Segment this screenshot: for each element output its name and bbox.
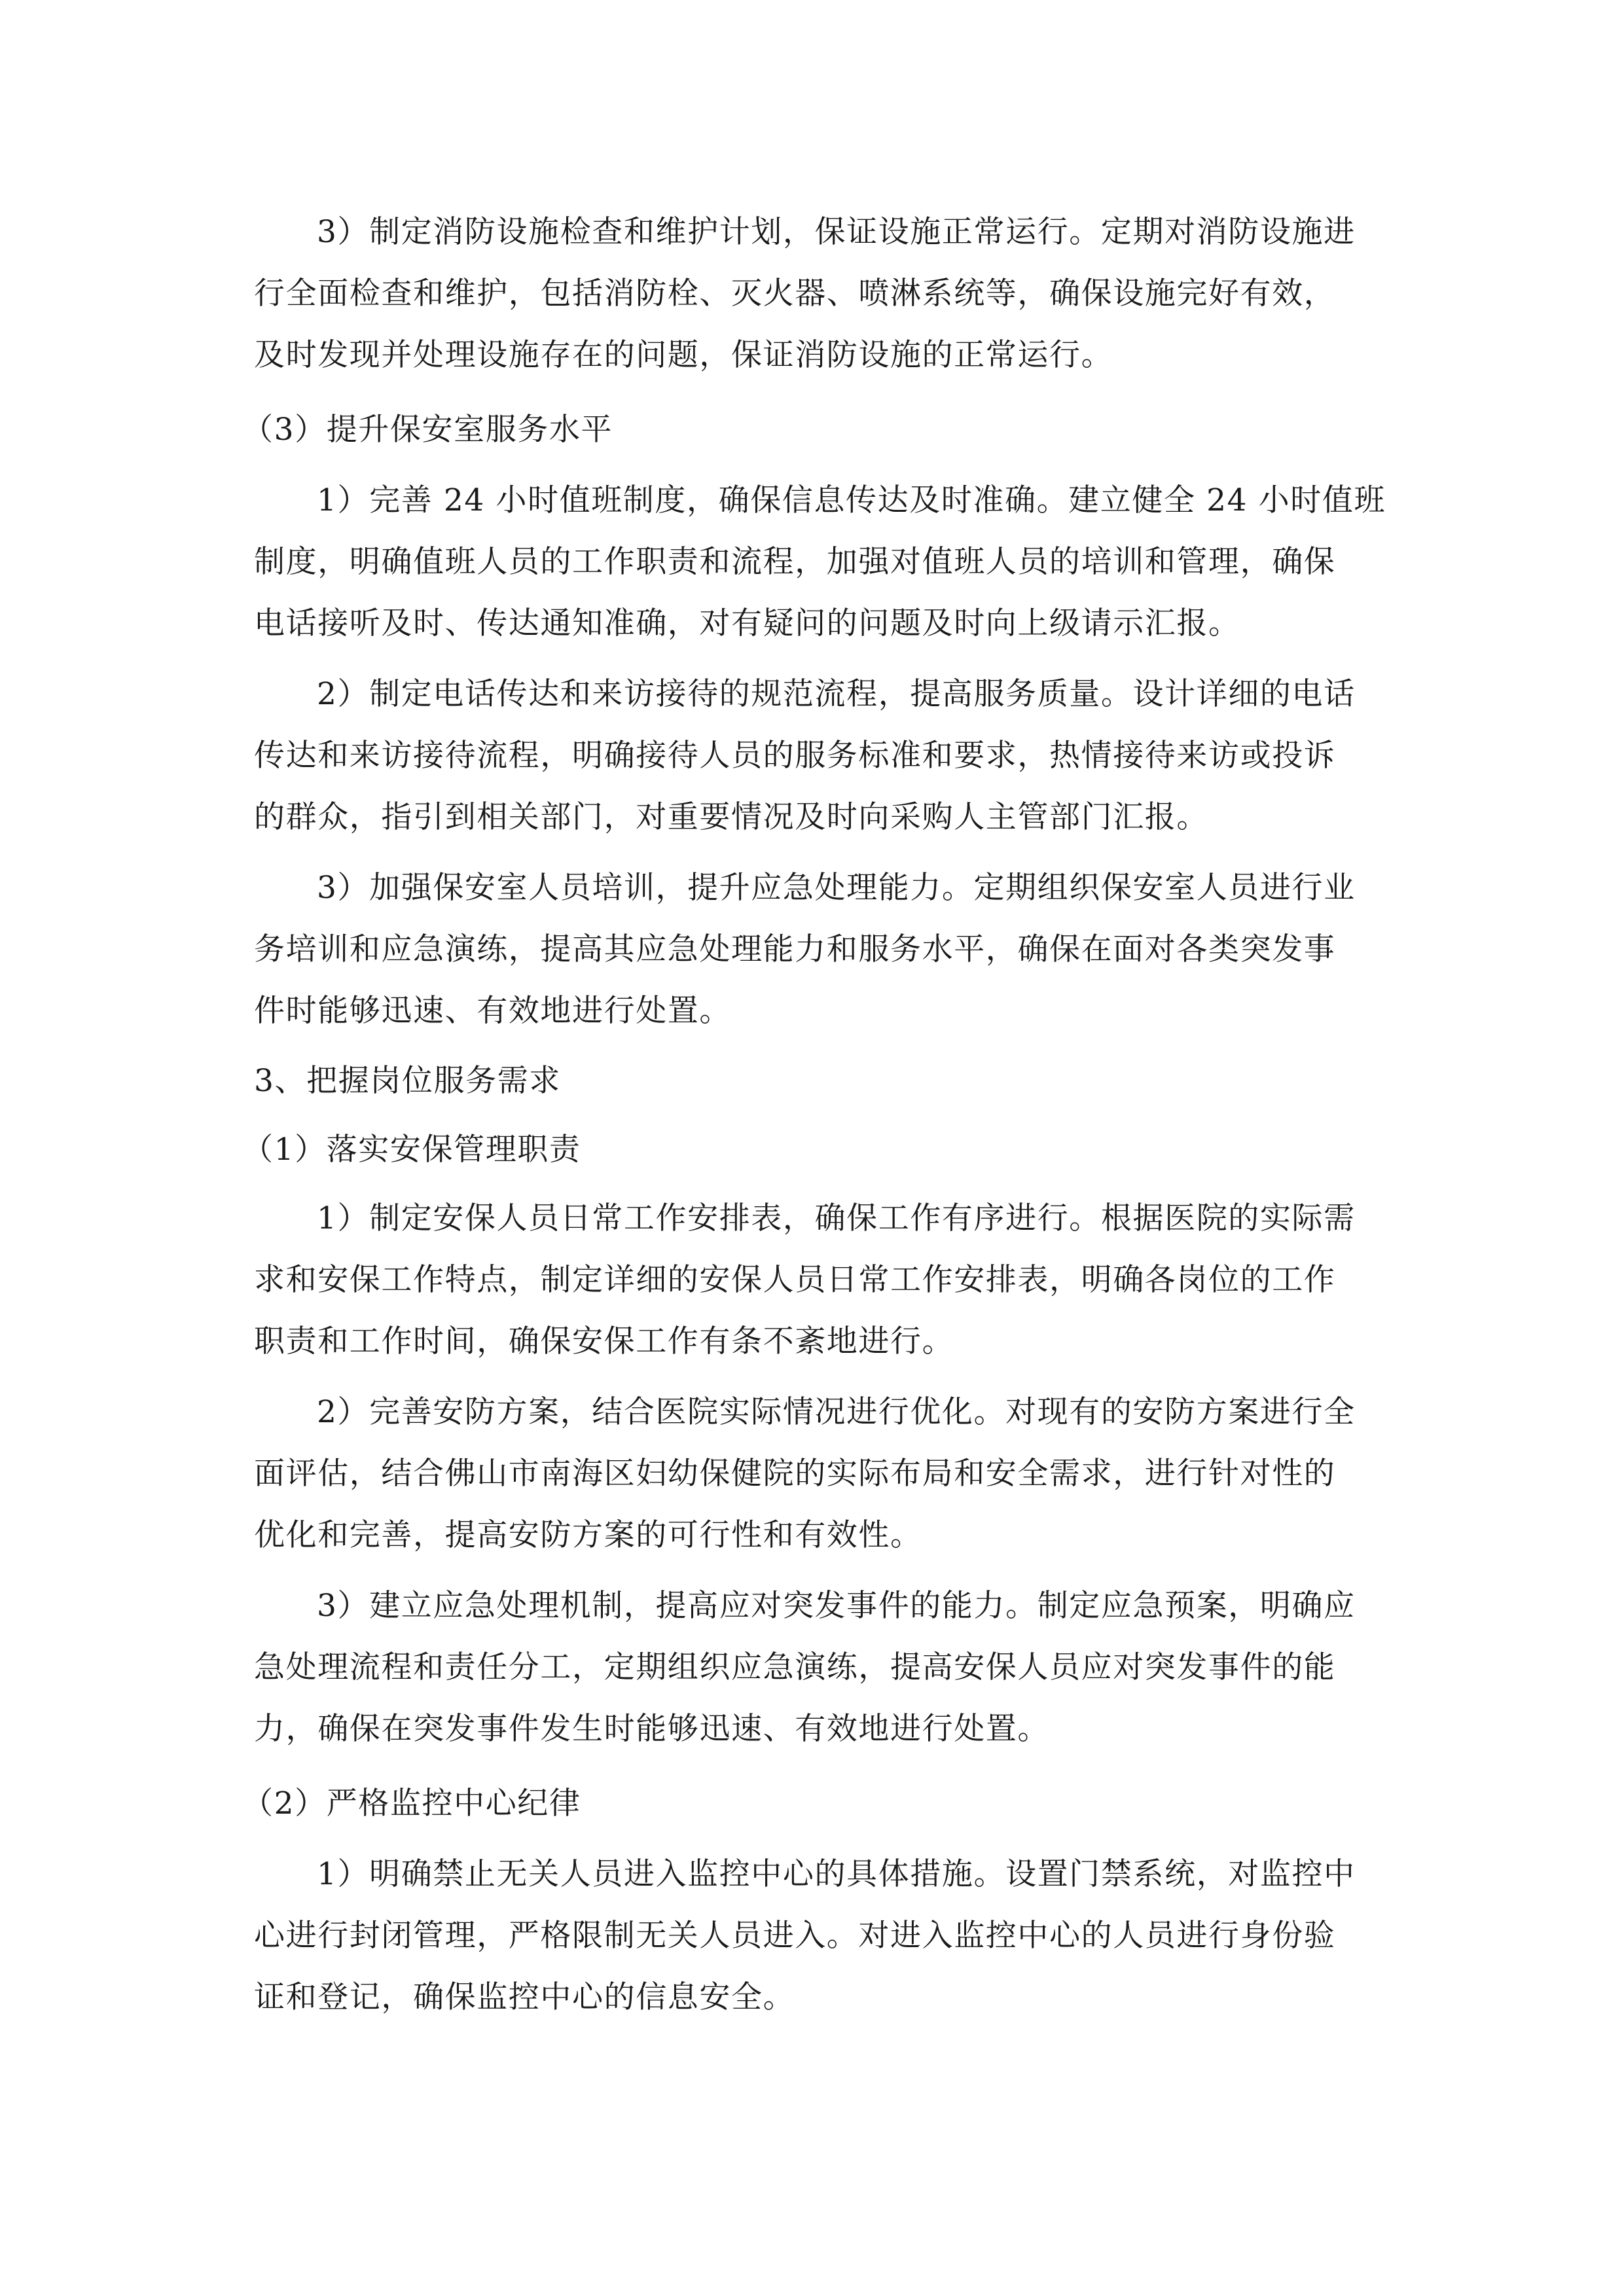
paragraph-line: 3）加强保安室人员培训，提升应急处理能力。定期组织保安室人员进行业 xyxy=(317,870,1356,906)
paragraph-line: 务培训和应急演练，提高其应急处理能力和服务水平，确保在面对各类突发事 xyxy=(254,931,1336,967)
section-heading: （1）落实安保管理职责 xyxy=(242,1132,581,1168)
paragraph-line: 证和登记，确保监控中心的信息安全。 xyxy=(254,1979,795,2015)
paragraph-line: 力，确保在突发事件发生时能够迅速、有效地进行处置。 xyxy=(254,1711,1049,1747)
paragraph-line: 求和安保工作特点，制定详细的安保人员日常工作安排表，明确各岗位的工作 xyxy=(254,1262,1336,1298)
paragraph-line: 的群众，指引到相关部门，对重要情况及时向采购人主管部门汇报。 xyxy=(254,799,1208,835)
paragraph-line: 职责和工作时间，确保安保工作有条不紊地进行。 xyxy=(254,1323,954,1359)
paragraph-line: 3）制定消防设施检查和维护计划，保证设施正常运行。定期对消防设施进 xyxy=(317,214,1356,250)
paragraph-line: 3）建立应急处理机制，提高应对突发事件的能力。制定应急预案，明确应 xyxy=(317,1588,1356,1624)
paragraph-line: 件时能够迅速、有效地进行处置。 xyxy=(254,993,731,1029)
paragraph-line: 及时发现并处理设施存在的问题，保证消防设施的正常运行。 xyxy=(254,337,1113,373)
paragraph-line: 心进行封闭管理，严格限制无关人员进入。对进入监控中心的人员进行身份验 xyxy=(254,1918,1336,1954)
paragraph-line: 1）制定安保人员日常工作安排表，确保工作有序进行。根据医院的实际需 xyxy=(317,1200,1356,1236)
section-heading: （3）提升保安室服务水平 xyxy=(242,412,613,448)
section-heading: 3、把握岗位服务需求 xyxy=(254,1063,561,1099)
section-heading: （2）严格监控中心纪律 xyxy=(242,1785,581,1821)
paragraph-line: 制度，明确值班人员的工作职责和流程，加强对值班人员的培训和管理，确保 xyxy=(254,544,1336,580)
paragraph-line: 急处理流程和责任分工，定期组织应急演练，提高安保人员应对突发事件的能 xyxy=(254,1649,1336,1685)
paragraph-line: 面评估，结合佛山市南海区妇幼保健院的实际布局和安全需求，进行针对性的 xyxy=(254,1456,1336,1492)
paragraph-line: 2）完善安防方案，结合医院实际情况进行优化。对现有的安防方案进行全 xyxy=(317,1394,1356,1430)
paragraph-line: 1）明确禁止无关人员进入监控中心的具体措施。设置门禁系统，对监控中 xyxy=(317,1856,1356,1892)
paragraph-line: 2）制定电话传达和来访接待的规范流程，提高服务质量。设计详细的电话 xyxy=(317,676,1356,712)
paragraph-line: 电话接听及时、传达通知准确，对有疑问的问题及时向上级请示汇报。 xyxy=(254,605,1240,641)
paragraph-line: 优化和完善，提高安防方案的可行性和有效性。 xyxy=(254,1517,922,1553)
paragraph-line: 行全面检查和维护，包括消防栓、灭火器、喷淋系统等，确保设施完好有效， xyxy=(254,276,1336,312)
paragraph-line: 传达和来访接待流程，明确接待人员的服务标准和要求，热情接待来访或投诉 xyxy=(254,738,1336,774)
paragraph-line: 1）完善 24 小时值班制度，确保信息传达及时准确。建立健全 24 小时值班 xyxy=(317,482,1386,518)
